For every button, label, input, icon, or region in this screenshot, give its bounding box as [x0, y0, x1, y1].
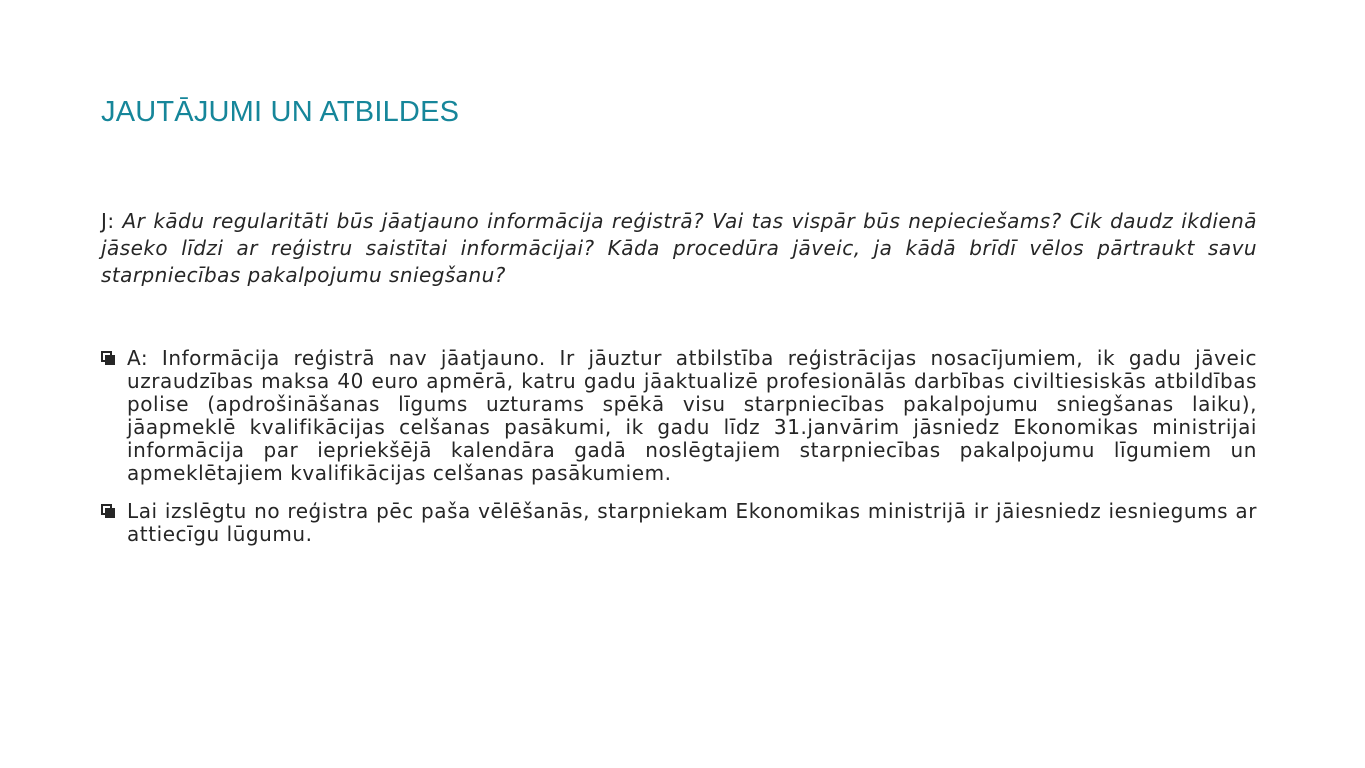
answer-item	[101, 500, 1257, 546]
answer-text: A: Informācija reģistrā nav jāatjauno. Ir jāuztur atbilstība reģistrācijas nosacījumiem, ik gadu jāveic uzraudzības maksa 40 euro apmērā, katru gadu jāaktualizē profesionālās darbības civiltiesiskās atbildības polise (apdrošināšanas līgums uzturams spēkā visu starpniecības pakalpojumu sniegšanas laiku), jāapmeklē kvalifikācijas celšanas pasākumi, ik gadu līdz 31.janvārim jāsniedz Ekonomikas ministrijai informācija par iepriekšējā kalendāra gadā noslēgtajiem starpniecības pakalpojumu līgumiem un apmeklētajiem kvalifikācijas celšanas pasākumiem.	[127, 346, 1257, 485]
slide-title: JAUTĀJUMI UN ATBILDES	[101, 96, 460, 128]
answer-text: Lai izslēgtu no reģistra pēc paša vēlēšanās, starpniekam Ekonomikas ministrijā ir jāiesniedz iesniegums ar attiecīgu lūgumu.	[127, 499, 1257, 546]
q-checkbox-bullet-icon	[101, 351, 115, 365]
q-checkbox-bullet-icon	[101, 504, 115, 518]
answer-list	[101, 347, 1257, 561]
question-prefix: J:	[101, 209, 123, 233]
question-text: Ar kādu regularitāti būs jāatjauno informācija reģistrā? Vai tas vispār būs nepieciešams? Cik daudz ikdienā jāseko līdzi ar reģistru saistītai informācijai? Kāda procedūra jāveic, ja kādā brīdī vēlos pārtraukt savu starpniecības pakalpojumu sniegšanu?	[101, 209, 1257, 287]
answer-item	[101, 347, 1257, 485]
question-paragraph	[101, 208, 1257, 289]
